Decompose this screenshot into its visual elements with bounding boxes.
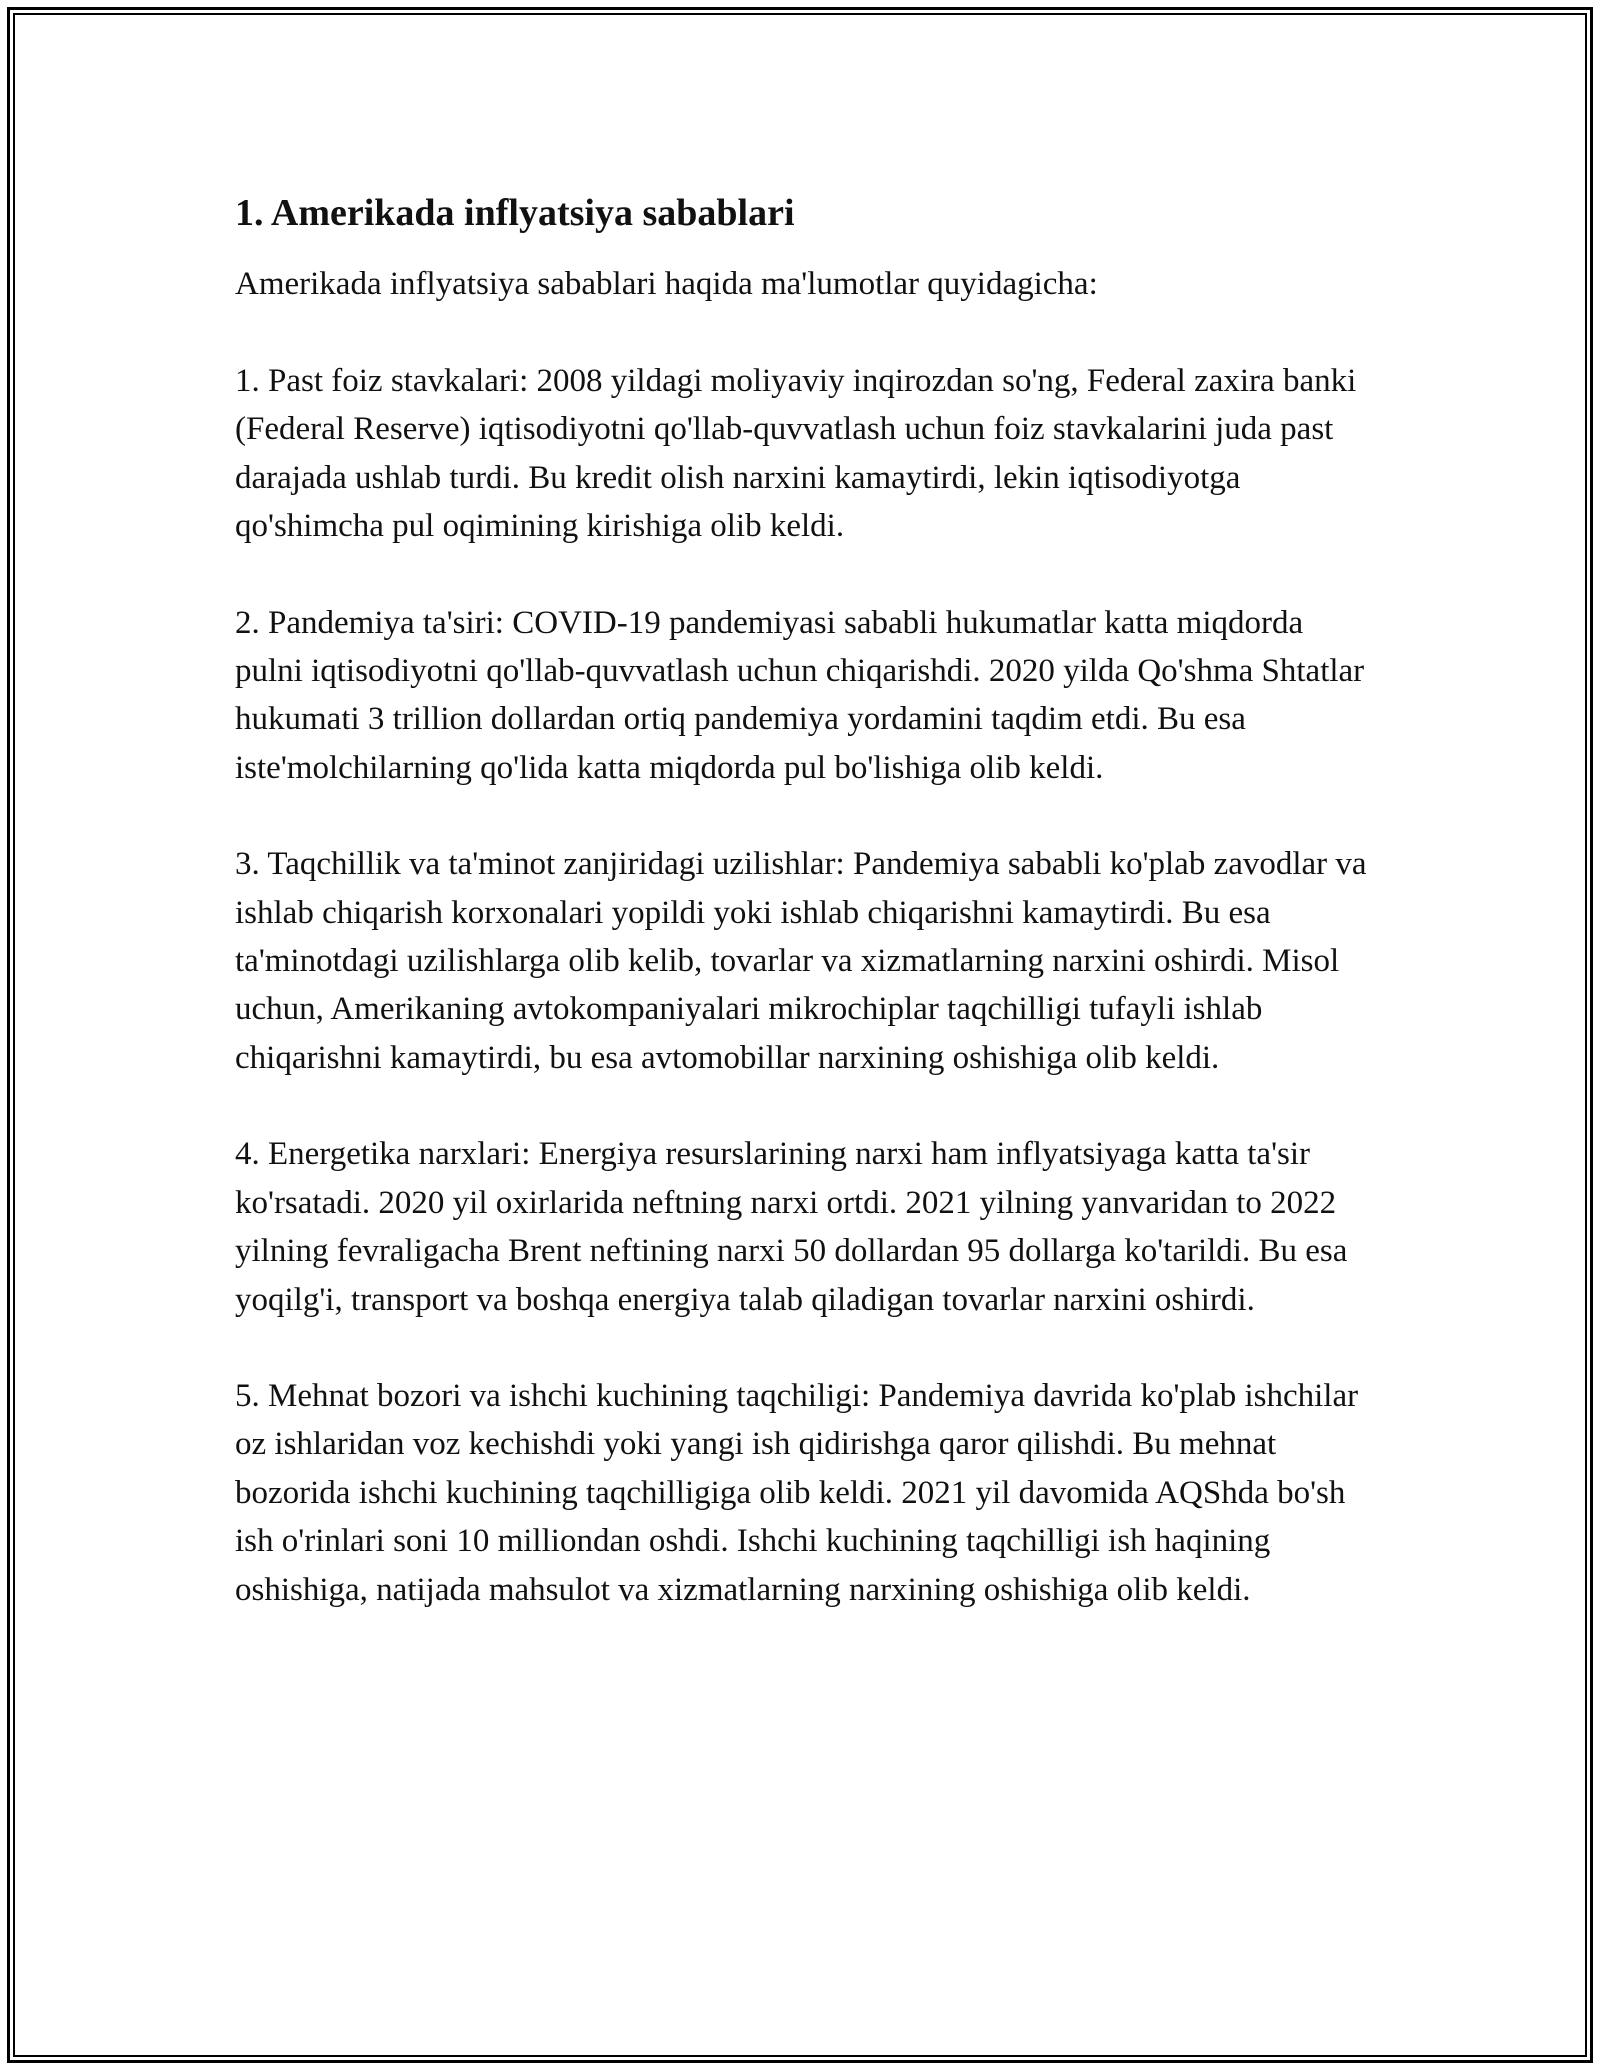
- section-low-interest-rates: 1. Past foiz stavkalari: 2008 yildagi moliyaviy inqirozdan so'ng, Federal zaxira banki (Federal Reserve) iqtisodiyotni qo'llab-quvvatlash uchun foiz stavkalarini juda past darajada ushlab turdi. Bu kredit olish narxini kamaytirdi, lekin iqtisodiyotga qo'shimcha pul oqimining kirishiga olib keldi.: [235, 363, 1357, 545]
- section-energy-prices: 4. Energetika narxlari: Energiya resurslarining narxi ham inflyatsiyaga katta ta'sir ko'rsatadi. 2020 yil oxirlarida neftning narxi ortdi. 2021 yilning yanvaridan to 2022 yilning fevraligacha Brent neftining narxi 50 dollardan 95 dollarga ko'tarildi. Bu esa yoqilg'i, transport va boshqa energiya talab qiladigan tovarlar narxini oshirdi.: [235, 1136, 1348, 1318]
- intro-paragraph: Amerikada inflyatsiya sabablari haqida ma'lumotlar quyidagicha:: [235, 266, 1098, 302]
- document-title: 1. Amerikada inflyatsiya sabablari: [235, 192, 795, 234]
- document-body: [235, 188, 1375, 1662]
- section-pandemic-impact: 2. Pandemiya ta'siri: COVID-19 pandemiyasi sababli hukumatlar katta miqdorda pulni iqtisodiyotni qo'llab-quvvatlash uchun chiqarishdi. 2020 yilda Qo'shma Shtatlar hukumati 3 trillion dollardan ortiq pandemiya yordamini taqdim etdi. Bu esa iste'molchilarning qo'lida katta miqdorda pul bo'lishiga olib keldi.: [235, 604, 1365, 786]
- section-labor-market: 5. Mehnat bozori va ishchi kuchining taqchiligi: Pandemiya davrida ko'plab ishchilar oz ishlaridan voz kechishdi yoki yangi ish qidirishga qaror qilishdi. Bu mehnat bozorida ishchi kuchining taqchilligiga olib keldi. 2021 yil davomida AQShda bo'sh ish o'rinlari soni 10 milliondan oshdi. Ishchi kuchining taqchilligi ish haqining oshishiga, natijada mahsulot va xizmatlarning narxining oshishiga olib keldi.: [235, 1377, 1359, 1608]
- section-supply-chain: 3. Taqchillik va ta'minot zanjiridagi uzilishlar: Pandemiya sababli ko'plab zavodlar va ishlab chiqarish korxonalari yopildi yoki ishlab chiqarishni kamaytirdi. Bu esa ta'minotdagi uzilishlarga olib kelib, tovarlar va xizmatlarning narxini oshirdi. Misol uchun, Amerikaning avtokompaniyalari mikrochiplar taqchilligi tufayli ishlab chiqarishni kamaytirdi, bu esa avtomobillar narxining oshishiga olib keldi.: [235, 846, 1367, 1076]
